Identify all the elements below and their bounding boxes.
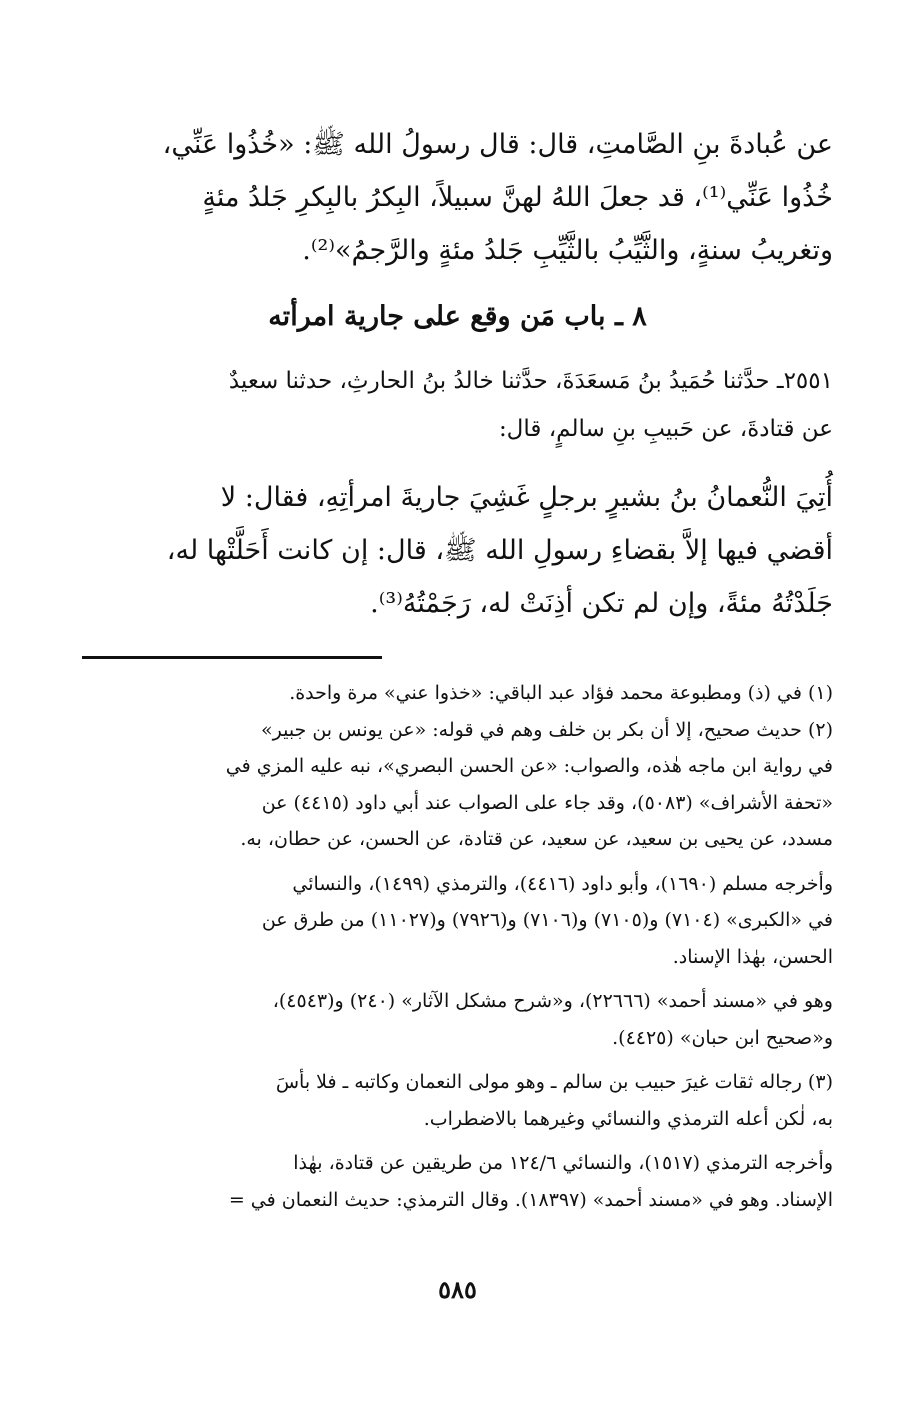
footnote-line: الحسن، بهٰذا الإسناد.: [672, 945, 833, 968]
text-line: وتغريبُ سنةٍ، والثَّيِّبُ بالثَّيِّبِ جَلدُ مئةٍ والرَّجمُ»⁽²⁾.: [302, 235, 833, 266]
footnote-line: الإسناد. وهو في «مسند أحمد» (١٨٣٩٧). وقال الترمذي: حديث النعمان في =: [228, 1188, 833, 1211]
footnote-line: وأخرجه الترمذي (١٥١٧)، والنسائي ١٢٤/٦ من طريقين عن قتادة، بهٰذا: [293, 1152, 833, 1174]
footnote-line: و«صحيح ابن حبان» (٤٤٢٥).: [612, 1026, 833, 1049]
footnote-line: (١) في (ذ) ومطبوعة محمد فؤاد عبد الباقي: «خذوا عني» مرة واحدة.: [289, 682, 833, 704]
text-line: أُتِيَ النُّعمانُ بنُ بشيرٍ برجلٍ غَشِيَ جاريةَ امرأتِهِ، فقال: لا: [220, 482, 833, 513]
footnote-line: وهو في «مسند أحمد» (٢٢٦٦٦)، و«شرح مشكل الآثار» (٢٤٠) و(٤٥٤٣)،: [272, 990, 833, 1012]
footnotes: [82, 675, 833, 1218]
footnote-line: مسدد، عن يحيى بن سعيد، عن سعيد، عن قتادة، عن الحسن، عن حطان، به.: [240, 828, 833, 850]
main-text: [82, 118, 833, 630]
text-line: أقضي فيها إلاَّ بقضاءِ رسولِ الله ﷺ، قال: إن كانت أَحَلَّتْها له،: [166, 535, 833, 566]
footnote-2: [82, 712, 833, 858]
footnote-line: «تحفة الأشراف» (٥٠٨٣)، وقد جاء على الصواب عند أبي داود (٤٤١٥) عن: [261, 791, 833, 814]
intro-paragraph: [82, 118, 833, 277]
footnote-1: [82, 675, 833, 712]
footnote-line: (٣) رجاله ثقات غيرَ حبيب بن سالم ـ وهو مولى النعمان وكاتبه ـ فلا بأسَ: [275, 1071, 833, 1093]
footnote-line: به، لٰكن أعله الترمذي والنسائي وغيرهما بالاضطراب.: [423, 1107, 833, 1130]
footnote-2-takhrij: [82, 866, 833, 976]
footnote-2-references: [82, 983, 833, 1056]
footnote-3: [82, 1064, 833, 1137]
footnote-separator: [82, 656, 382, 659]
footnote-line: في «الكبرى» (٧١٠٤) و(٧١٠٥) و(٧١٠٦) و(٧٩٢٦) و(١١٠٢٧) من طرق عن: [261, 909, 833, 931]
hadith-chain: [82, 357, 833, 453]
footnote-line: وأخرجه مسلم (١٦٩٠)، وأبو داود (٤٤١٦)، والترمذي (١٤٩٩)، والنسائي: [292, 872, 833, 895]
chapter-heading: ٨ ـ باب مَن وقع على جارية امرأته: [268, 301, 647, 332]
hadith-text: [82, 471, 833, 630]
text-line: جَلَدْتُهُ مئةً، وإن لم تكن أذِنَتْ له، رَجَمْتُهُ⁽³⁾.: [370, 588, 833, 619]
text-line: ٢٥٥١ـ حدَّثنا حُمَيدُ بنُ مَسعَدَةَ، حدَّثنا خالدُ بنُ الحارثِ، حدثنا سعيدٌ: [228, 368, 833, 394]
footnote-line: في رواية ابن ماجه هٰذه، والصواب: «عن الحسن البصري»، نبه عليه المزي في: [225, 755, 833, 777]
footnote-3-takhrij: [82, 1145, 833, 1218]
text-line: عن عُبادةَ بنِ الصَّامتِ، قال: قال رسولُ الله ﷺ: «خُذُوا عَنِّي،: [162, 129, 833, 160]
footnote-line: (٢) حديث صحيح، إلا أن بكر بن خلف وهم في قوله: «عن يونس بن جبير»: [260, 718, 833, 741]
text-line: عن قتادةَ، عن حَبيبِ بنِ سالمٍ، قال:: [498, 416, 833, 442]
text-line: خُذُوا عَنِّي⁽¹⁾، قد جعلَ اللهُ لهنَّ سبيلاً، البِكرُ بالبِكرِ جَلدُ مئةٍ: [202, 182, 833, 213]
page-number: ٥٨٥: [438, 1275, 477, 1304]
